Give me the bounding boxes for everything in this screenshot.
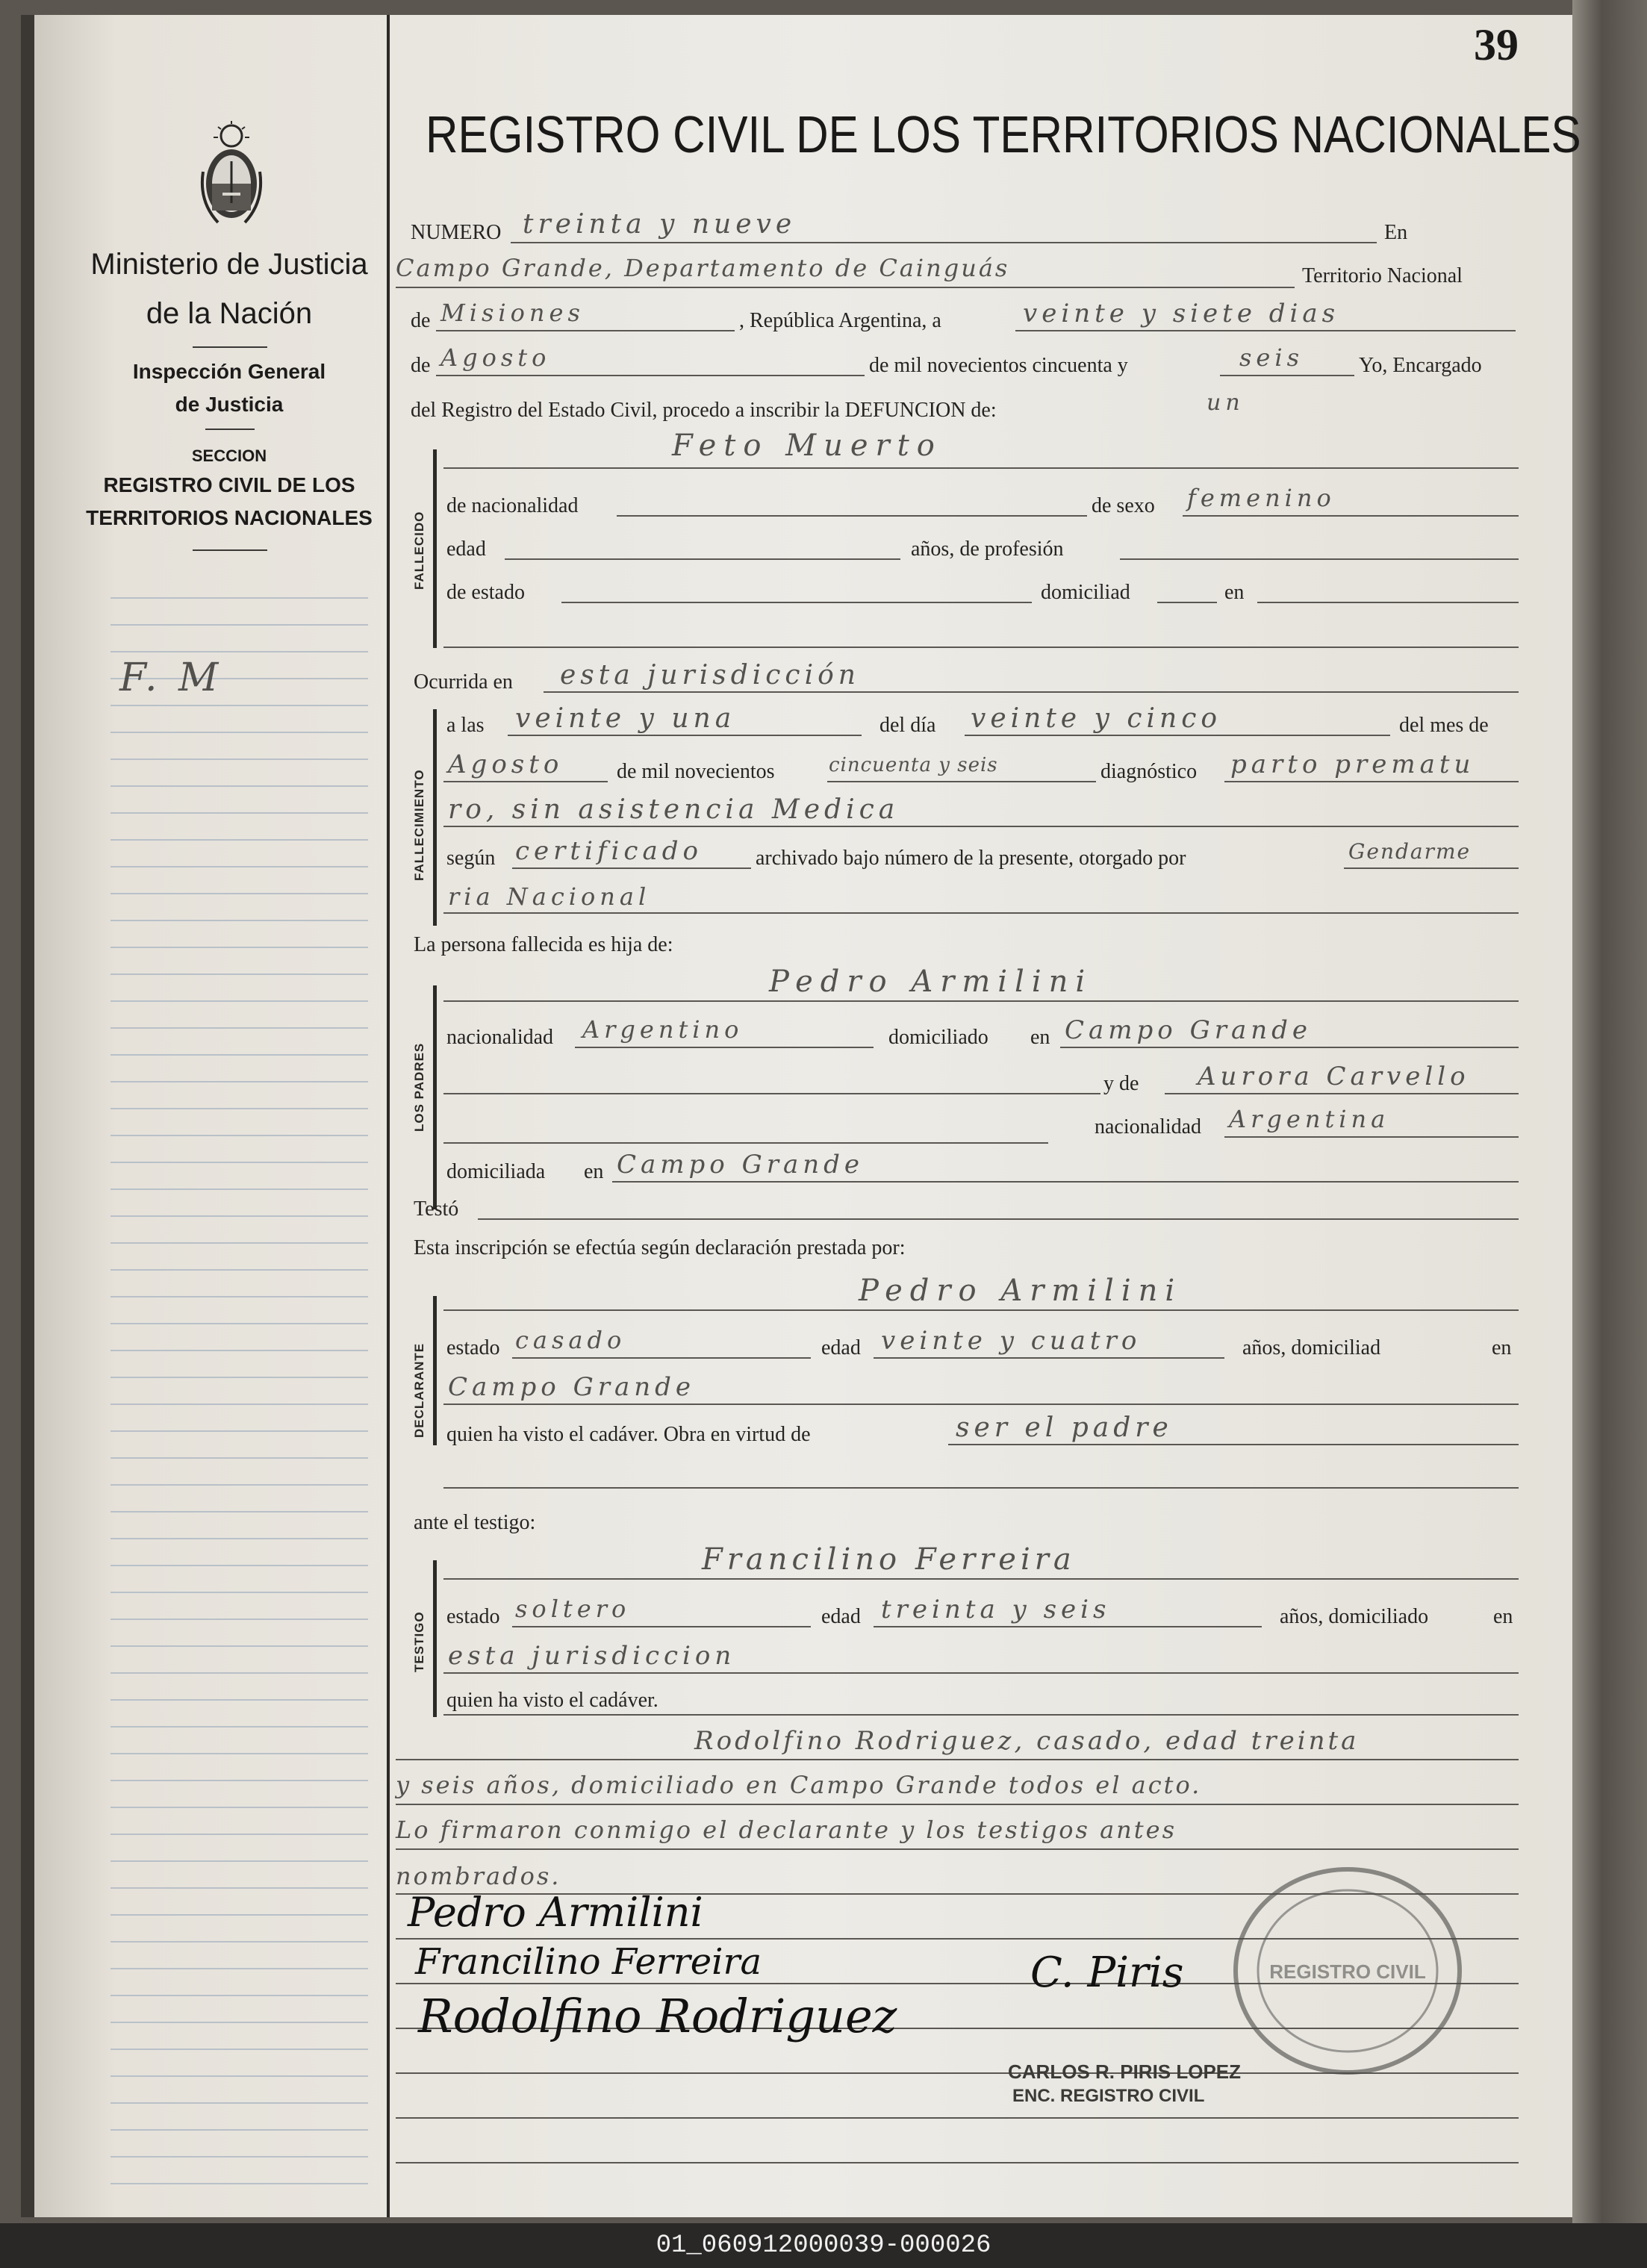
padres-nacionalidad-label: nacionalidad <box>446 1026 554 1049</box>
remark-line-4: nombrados. <box>396 1862 561 1890</box>
numero-label: NUMERO <box>411 221 502 244</box>
rule <box>965 735 1390 736</box>
section-label: SECCION <box>191 446 267 465</box>
section-line1: REGISTRO CIVIL DE LOS <box>103 473 355 496</box>
stub-line <box>110 1780 368 1781</box>
diagnostico-value2: ro, sin asistencia Medica <box>448 794 900 825</box>
stub-line <box>110 1914 368 1916</box>
stub-line <box>110 1027 368 1029</box>
stub-line <box>110 624 368 626</box>
domiciliada-label: domiciliada <box>446 1160 546 1183</box>
declarante-side-label: DECLARANTE <box>412 1342 426 1438</box>
otorgado-value2: ria Nacional <box>448 882 651 911</box>
territory-value: Misiones <box>440 299 585 327</box>
declaracion-label: Esta inscripción se efectúa según declaración prestada por: <box>414 1236 906 1259</box>
padres-nacionalidad-value: Argentino <box>582 1015 744 1044</box>
stub-line <box>110 1350 368 1351</box>
declarante-cadaver-value: ser el padre <box>956 1412 1173 1443</box>
rule <box>874 1626 1262 1627</box>
testigo-estado-value: soltero <box>515 1595 631 1623</box>
testigo-name: Francilino Ferreira <box>702 1542 1076 1577</box>
rule <box>948 1444 1519 1445</box>
segun-value: certificado <box>515 836 703 866</box>
stub-line <box>110 1215 368 1217</box>
declarante-anos-label: años, domiciliad <box>1242 1336 1381 1359</box>
stub-line <box>110 1377 368 1378</box>
y-de-label: y de <box>1103 1072 1139 1095</box>
stub-line <box>110 1269 368 1271</box>
officer-name: CARLOS R. PIRIS LOPEZ <box>1008 2060 1242 2083</box>
stamp-text: REGISTRO CIVIL <box>1269 1960 1426 1983</box>
de2-label: de <box>411 354 431 377</box>
stub-line <box>110 947 368 948</box>
stub-line <box>110 893 368 894</box>
stub-separator <box>205 429 255 430</box>
rule <box>443 1487 1519 1489</box>
en-label: En <box>1384 221 1408 244</box>
padres-domiciliado-label: domiciliado <box>888 1026 988 1049</box>
ocurrida-label: Ocurrida en <box>414 670 513 694</box>
numero-value: treinta y nueve <box>523 209 797 240</box>
rule <box>1257 602 1519 603</box>
stub-line <box>110 1968 368 1969</box>
year-label: de mil novecientos cincuenta y <box>869 354 1128 377</box>
rule <box>396 287 1295 288</box>
stub-line <box>110 1672 368 1674</box>
sexo-label: de sexo <box>1092 494 1155 517</box>
rule <box>396 2117 1519 2119</box>
stub-line <box>110 1081 368 1082</box>
stub-line <box>110 705 368 706</box>
stub-line <box>110 785 368 787</box>
declarante-bracket <box>433 1296 437 1445</box>
declarante-name: Pedro Armilini <box>859 1274 1183 1308</box>
declarante-en-label: en <box>1492 1336 1512 1359</box>
page-number: 39 <box>1474 20 1519 69</box>
declarante-cadaver-label: quien ha visto el cadáver. Obra en virtud de <box>446 1423 811 1446</box>
rule <box>396 1848 1519 1850</box>
section-line2: TERRITORIOS NACIONALES <box>86 506 373 529</box>
stub-line <box>110 651 368 652</box>
declarante-edad-label: edad <box>821 1336 861 1359</box>
remark-line-2: y seis años, domiciliado en Campo Grande todos el acto. <box>396 1771 1202 1799</box>
fallecido-en-label: en <box>1224 581 1245 604</box>
rule <box>443 1000 1519 1002</box>
stub-line <box>110 1726 368 1728</box>
rule <box>1183 515 1519 517</box>
rule <box>443 1672 1519 1674</box>
stub-line <box>110 1054 368 1056</box>
official-stamp <box>1224 1859 1471 2083</box>
rule <box>443 1309 1519 1311</box>
rule <box>1344 867 1519 869</box>
otorgado-value: Gendarme <box>1348 839 1472 864</box>
stub-line <box>110 1404 368 1405</box>
stub-line <box>110 1323 368 1324</box>
ministry-line1: Ministerio de Justicia <box>90 248 368 281</box>
stub-line <box>110 1834 368 1835</box>
hija-label: La persona fallecida es hija de: <box>414 933 673 956</box>
signature-rodolfino: Rodolfino Rodriguez <box>418 1989 897 2043</box>
stub-line <box>110 1995 368 1996</box>
stub-line <box>110 1860 368 1862</box>
stub-line <box>110 2129 368 2131</box>
rule <box>617 515 1087 517</box>
stub-line <box>110 2183 368 2184</box>
nacionalidad-label: de nacionalidad <box>446 494 579 517</box>
stub-line <box>110 1484 368 1486</box>
stub-line <box>110 1108 368 1109</box>
father-value: Pedro Armilini <box>769 965 1093 999</box>
rule <box>443 1714 1519 1716</box>
stub-separator <box>193 549 267 551</box>
stub-line <box>110 973 368 975</box>
padres-side-label: LOS PADRES <box>412 1042 426 1132</box>
testigo-label: ante el testigo: <box>414 1511 536 1534</box>
padres-nacionalidad2-label: nacionalidad <box>1095 1115 1202 1138</box>
stub-line <box>110 1645 368 1647</box>
stub-line <box>110 920 368 921</box>
declarante-estado-value: casado <box>515 1326 626 1354</box>
defuncion-value: un <box>1207 390 1245 416</box>
stub-line <box>110 1188 368 1190</box>
signature-father: Pedro Armilini <box>408 1889 703 1936</box>
officer-title: ENC. REGISTRO CIVIL <box>1012 2086 1205 2106</box>
signature-testigo: Francilino Ferreira <box>415 1941 762 1983</box>
estado-label: de estado <box>446 581 525 604</box>
rule <box>396 1804 1519 1805</box>
stub-line <box>110 1296 368 1297</box>
stub-line <box>110 2049 368 2050</box>
rule <box>512 867 751 869</box>
rule <box>1220 375 1354 376</box>
rule <box>1015 330 1516 331</box>
stub-line <box>110 1242 368 1244</box>
book-cover-edge <box>1572 0 1647 2268</box>
rule <box>1224 781 1519 782</box>
rule <box>512 1357 811 1359</box>
testo-label: Testó <box>414 1197 459 1221</box>
profesion-label: años, de profesión <box>911 538 1064 561</box>
territorio-label: Territorio Nacional <box>1302 264 1463 287</box>
dia-label: del día <box>879 714 936 737</box>
de-label: de <box>411 309 431 332</box>
stub-line <box>110 1619 368 1620</box>
rule <box>443 826 1519 827</box>
testigo-cadaver-label: quien ha visto el cadáver. <box>446 1689 659 1712</box>
testigo-side-label: TESTIGO <box>412 1611 426 1672</box>
mes-label: del mes de <box>1399 714 1489 737</box>
defuncion-line: del Registro del Estado Civil, procedo a inscribir la DEFUNCION de: <box>411 399 997 422</box>
page-title: REGISTRO CIVIL DE LOS TERRITORIOS NACIONALES <box>426 105 1581 163</box>
stub-divider <box>387 15 390 2217</box>
rule <box>443 912 1519 914</box>
stub-line <box>110 1565 368 1566</box>
stub-line <box>110 1592 368 1593</box>
testigo-estado-label: estado <box>446 1605 500 1628</box>
diagnostico-label: diagnóstico <box>1100 760 1198 783</box>
rule <box>443 1142 1048 1144</box>
rule <box>443 781 608 782</box>
rule <box>511 242 1377 243</box>
segun-label: según <box>446 847 496 870</box>
stub-line <box>110 758 368 760</box>
stub-line <box>110 2022 368 2023</box>
stub-line <box>110 597 368 599</box>
testigo-anos-label: años, domiciliado <box>1280 1605 1429 1628</box>
sexo-value: femenino <box>1187 484 1336 512</box>
stub-line <box>110 1753 368 1754</box>
rule <box>827 781 1096 782</box>
rule <box>1165 1093 1519 1094</box>
a-las-label: a las <box>446 714 485 737</box>
diagnostico-value: parto prematu <box>1230 750 1475 779</box>
stub-annotation: F. M <box>119 655 223 700</box>
rule <box>436 375 865 376</box>
stub-line <box>110 1457 368 1459</box>
stub-line <box>110 1000 368 1002</box>
declarante-estado-label: estado <box>446 1336 500 1359</box>
stub-separator <box>193 346 267 348</box>
inspection-line1: Inspección General <box>132 360 326 383</box>
padres-en2-label: en <box>584 1160 604 1183</box>
rule <box>512 1626 811 1627</box>
footer-id: 01_060912000039-000026 <box>0 2223 1647 2268</box>
fallecimiento-year-value: cincuenta y seis <box>829 754 998 776</box>
stub-line <box>110 1135 368 1136</box>
fallecimiento-bracket <box>433 709 437 926</box>
stub-line <box>110 2075 368 2077</box>
inspection-line2: de Justicia <box>175 393 284 416</box>
coat-of-arms-icon <box>196 119 267 231</box>
rule <box>396 1759 1519 1760</box>
rule <box>443 1578 1519 1580</box>
stub-line <box>110 812 368 814</box>
fallecido-name: Feto Muerto <box>672 429 942 463</box>
testigo-en-label: en <box>1493 1605 1513 1628</box>
rule <box>575 1047 874 1048</box>
year-value: seis <box>1239 343 1304 372</box>
declarante-domicilio-value: Campo Grande <box>448 1372 696 1402</box>
rule <box>544 691 1519 693</box>
stub-line <box>110 1538 368 1539</box>
place-value: Campo Grande, Departamento de Cainguás <box>396 254 1010 282</box>
stub-line <box>110 1807 368 1808</box>
rule <box>443 467 1519 469</box>
testigo-bracket <box>433 1560 437 1717</box>
padres-en-label: en <box>1030 1026 1050 1049</box>
fallecido-bracket <box>433 449 437 648</box>
fallecimiento-year-label: de mil novecientos <box>617 760 775 783</box>
archivado-label: archivado bajo número de la presente, otorgado por <box>756 847 1186 870</box>
testigo-domicilio-value: esta jurisdiccion <box>448 1641 736 1671</box>
remark-line-3: Lo firmaron conmigo el declarante y los testigos antes <box>396 1816 1177 1844</box>
stub-line <box>110 1887 368 1889</box>
rule <box>436 330 735 331</box>
declarante-edad-value: veinte y cuatro <box>881 1326 1142 1356</box>
rule <box>1157 602 1217 603</box>
rule <box>1060 1047 1519 1048</box>
stub-line <box>110 1162 368 1163</box>
rule <box>443 1404 1519 1405</box>
stub-line <box>110 2156 368 2158</box>
rule <box>561 602 1032 603</box>
ocurrida-value: esta jurisdicción <box>560 660 860 691</box>
fallecimiento-month: Agosto <box>448 750 564 779</box>
stub-line <box>110 1511 368 1512</box>
edad-label: edad <box>446 538 486 561</box>
rule <box>396 2162 1519 2163</box>
binding-edge <box>21 15 34 2217</box>
rule <box>508 735 862 736</box>
day-value: veinte y siete dias <box>1023 299 1340 328</box>
domiciliada-value: Campo Grande <box>617 1150 865 1180</box>
padres-nacionalidad2-value: Argentina <box>1229 1105 1390 1133</box>
dia-value: veinte y cinco <box>971 703 1222 734</box>
stub-line <box>110 1941 368 1943</box>
stub-line <box>110 1699 368 1701</box>
rule <box>1120 558 1519 560</box>
rule <box>505 558 900 560</box>
signature-officer: C. Piris <box>1030 1948 1184 1997</box>
stub-line <box>110 2102 368 2104</box>
month-value: Agosto <box>440 343 551 372</box>
domiciliado-label: domiciliad <box>1041 581 1130 604</box>
remark-line-1: Rodolfino Rodriguez, casado, edad treinta <box>694 1726 1360 1756</box>
rule <box>612 1181 1519 1183</box>
rule <box>443 647 1519 648</box>
stub-line <box>110 839 368 841</box>
mother-value: Aurora Carvello <box>1198 1062 1470 1091</box>
testigo-edad-value: treinta y seis <box>881 1595 1111 1624</box>
testigo-edad-label: edad <box>821 1605 861 1628</box>
fallecimiento-side-label: FALLECIMIENTO <box>412 769 426 881</box>
encargado-label: Yo, Encargado <box>1359 354 1482 377</box>
rule <box>1224 1136 1519 1138</box>
padres-domiciliado-value: Campo Grande <box>1065 1015 1313 1045</box>
fallecido-side-label: FALLECIDO <box>412 511 426 590</box>
republica-label: , República Argentina, a <box>739 309 941 332</box>
padres-bracket <box>433 985 437 1209</box>
ministry-line2: de la Nación <box>146 297 313 330</box>
stub-line <box>110 1430 368 1432</box>
rule <box>478 1218 1519 1220</box>
stub-line <box>110 732 368 733</box>
stub-line <box>110 866 368 867</box>
hour-value: veinte y una <box>515 703 736 734</box>
rule <box>874 1357 1224 1359</box>
rule <box>443 1093 1100 1094</box>
